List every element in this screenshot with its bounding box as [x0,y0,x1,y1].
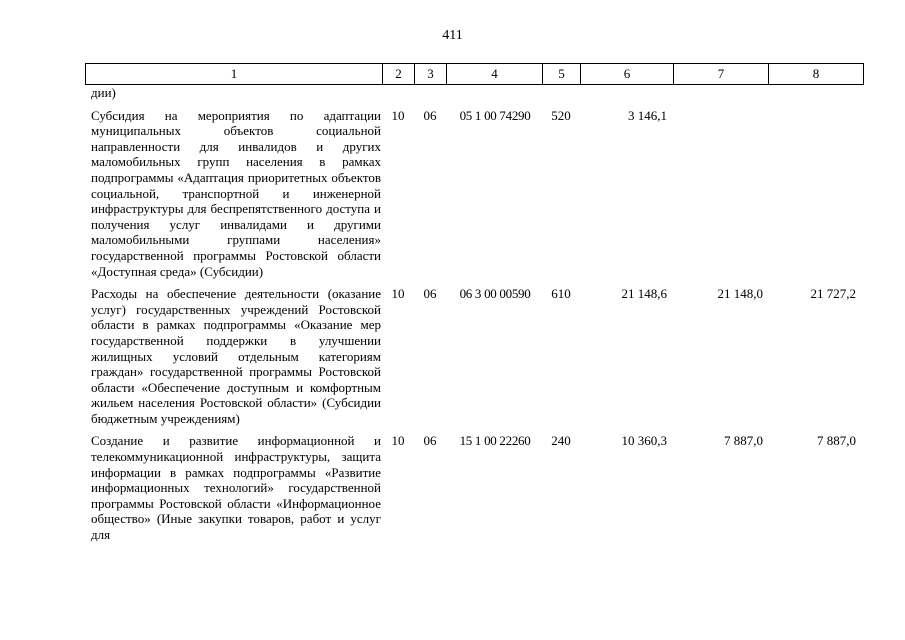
column-header-2: 2 [383,64,415,85]
row-amount-col7: 7 887,0 [724,433,763,449]
column-header-7: 7 [674,64,769,85]
row-subsection-code: 06 [423,286,437,302]
row-amount-col6: 10 360,3 [621,433,667,449]
row-description: дии) [91,85,116,100]
column-header-5: 5 [543,64,581,85]
row-description: Расходы на обеспечение деятельности (оказание услуг) государственных учреждений Ростовской области в рамках подпрограммы «Оказание мер государственной поддержки в улучшении жилищных условий отдельным категориям граждан» государственной программы Ростовской области «Обеспечение доступным и комфортным жильем населения Ростовской области» (Субсидии бюджетным учреждениям) [91,286,381,426]
row-amount-col6: 21 148,6 [621,286,667,302]
column-header-row [86,64,864,85]
row-expense-type-code: 520 [551,107,571,123]
row-section-code: 10 [391,433,405,449]
row-amount-col7: 21 148,0 [717,286,763,302]
row-section-code: 10 [391,286,405,302]
row-subsection-code: 06 [423,433,437,449]
row-amount-col8: 21 727,2 [810,286,856,302]
row-target-article-code: 05 1 00 74290 [459,107,531,123]
page-number: 411 [442,28,463,43]
row-section-code: 10 [391,107,405,123]
row-description: Субсидия на мероприятия по адаптации муниципальных объектов социальной направленности для инвалидов и других маломобильных групп населения в рамках подпрограммы «Адаптация приоритетных объектов социальной, транспортной и инженерной инфраструктуры для беспрепятственного доступа и получения услуг инвалидами и другими маломобильными группами населения» государственной программы Ростовской области «Доступная среда» (Субсидии) [91,107,381,279]
table-row [85,108,863,280]
row-expense-type-code: 240 [551,433,571,449]
column-header-1: 1 [86,64,383,85]
column-header-3: 3 [415,64,447,85]
table-row [85,286,863,426]
row-subsection-code: 06 [423,107,437,123]
row-target-article-code: 06 3 00 00590 [459,286,531,302]
column-header-4: 4 [447,64,543,85]
table-row [85,85,863,101]
row-target-article-code: 15 1 00 22260 [459,433,531,449]
row-description: Создание и развитие информационной и телекоммуникационной инфраструктуры, защита информации в рамках подпрограммы «Развитие информационных технологий» государственной программы Ростовской области «Информационное общество» (Иные закупки товаров, работ и услуг для [91,433,381,543]
row-amount-col6: 3 146,1 [628,107,667,123]
row-amount-col8: 7 887,0 [817,433,856,449]
budget-table-body [85,85,863,543]
column-header-table [85,63,864,85]
column-header-8: 8 [769,64,864,85]
column-header-6: 6 [581,64,674,85]
row-expense-type-code: 610 [551,286,571,302]
table-row [85,433,863,542]
